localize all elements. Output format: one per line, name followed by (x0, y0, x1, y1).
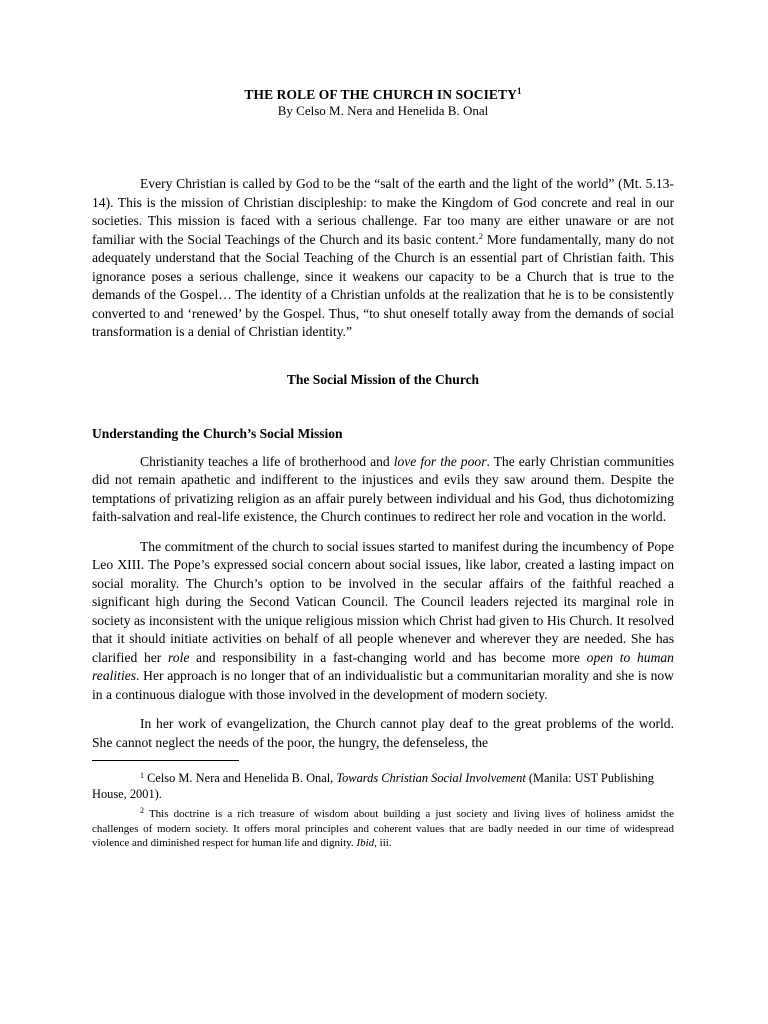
footnote-text: , iii. (374, 837, 392, 849)
emphasis-text: love for the poor (393, 453, 487, 469)
footnote-1 (92, 768, 674, 802)
subsection-heading: Understanding the Church’s Social Mission (92, 425, 343, 441)
document-page (92, 82, 674, 851)
paragraph-text: . Her approach is no longer that of an individualistic but a communitarian morality and she is now in a continuous dialogue with those involved in the development of modern society. (92, 668, 674, 702)
footnote-emphasis: Ibid (356, 837, 375, 849)
footnote-ref-1: 1 (517, 86, 522, 96)
emphasis-text: role (167, 649, 190, 665)
body-paragraph-2 (92, 538, 674, 705)
paragraph-text: The commitment of the church to social issues started to manifest during the incumbency of Pope Leo XIII. The Pope’s expressed social concern about social issues, like labor, created a lasting impact on social morality. The Church’s option to be involved in the secular affairs of the faithful reached a significant high during the Second Vatican Council. The Council leaders rejected its marginal role in society as inconsistent with the unique religious mission which Christ had given to His Church. It resolved that it should initiate activities on behalf of all people whenever and wherever they are needed. She has clarified her (92, 538, 674, 665)
body-paragraph-1 (92, 453, 674, 527)
section-title: The Social Mission of the Church (286, 371, 480, 387)
footnote-divider (92, 760, 239, 761)
document-title (92, 86, 674, 103)
paragraph-text: and responsibility in a fast-changing world and has become more (189, 649, 587, 665)
intro-paragraph (92, 175, 674, 342)
footnote-text: Celso M. Nera and Henelida B. Onal, (144, 771, 337, 785)
footnote-text: (Manila: UST Publishing House, 2001). (92, 771, 654, 801)
footnote-ref-2: 2 (478, 230, 484, 241)
title-text: THE ROLE OF THE CHURCH IN SOCIETY (244, 87, 517, 102)
paragraph-text: More fundamentally, many do not adequately understand that the Social Teaching of the Church is an essential part of Christian faith. This ignorance poses a serious challenge, since it weakens our capacity to be a Church that is true to the demands of the Gospel… The identity of a Christian unfolds at the realization that he is to be consistently converted to and ‘renewed’ by the Gospel. Thus, “to shut oneself totally away from the demands of social transformation is a denial of Christian identity.” (92, 231, 674, 339)
footnote-emphasis: Towards Christian Social Involvement (336, 771, 526, 785)
paragraph-text: . The early Christian communities did not remain apathetic and indifferent to the injustices and evils they saw around them. Despite the temptations of privatizing religion as an affair purely between individual and his God, thus dichotomizing faith-salvation and real-life existence, the Church continues to redirect her role and vocation in the world. (92, 453, 674, 524)
footnote-number: 1 (140, 771, 144, 780)
emphasis-text: open to human realities (92, 649, 674, 683)
paragraph-text: Every Christian is called by God to be the “salt of the earth and the light of the world” (Mt. 5.13-14). This is the mission of Christian discipleship: to make the Kingdom of God concrete and real in our societies. This mission is faced with a serious challenge. Far too many are either unaware or are not familiar with the Social Teachings of the Church and its basic content. (92, 176, 674, 247)
body-paragraph-3: In her work of evangelization, the Church cannot play deaf to the great problems of the world. She cannot neglect the needs of the poor, the hungry, the defenseless, the (92, 716, 674, 750)
footnote-number: 2 (140, 806, 144, 815)
author-byline: By Celso M. Nera and Henelida B. Onal (277, 103, 489, 118)
footnote-text: This doctrine is a rich treasure of wisdom about building a just society and living lives of holiness amidst the challenges of modern society. It offers moral principles and coherent values that are badly needed in our time of widespread violence and diminished respect for human life and dignity. (92, 808, 674, 849)
footnote-2 (92, 804, 674, 851)
paragraph-text: Christianity teaches a life of brotherhood and (140, 453, 394, 469)
